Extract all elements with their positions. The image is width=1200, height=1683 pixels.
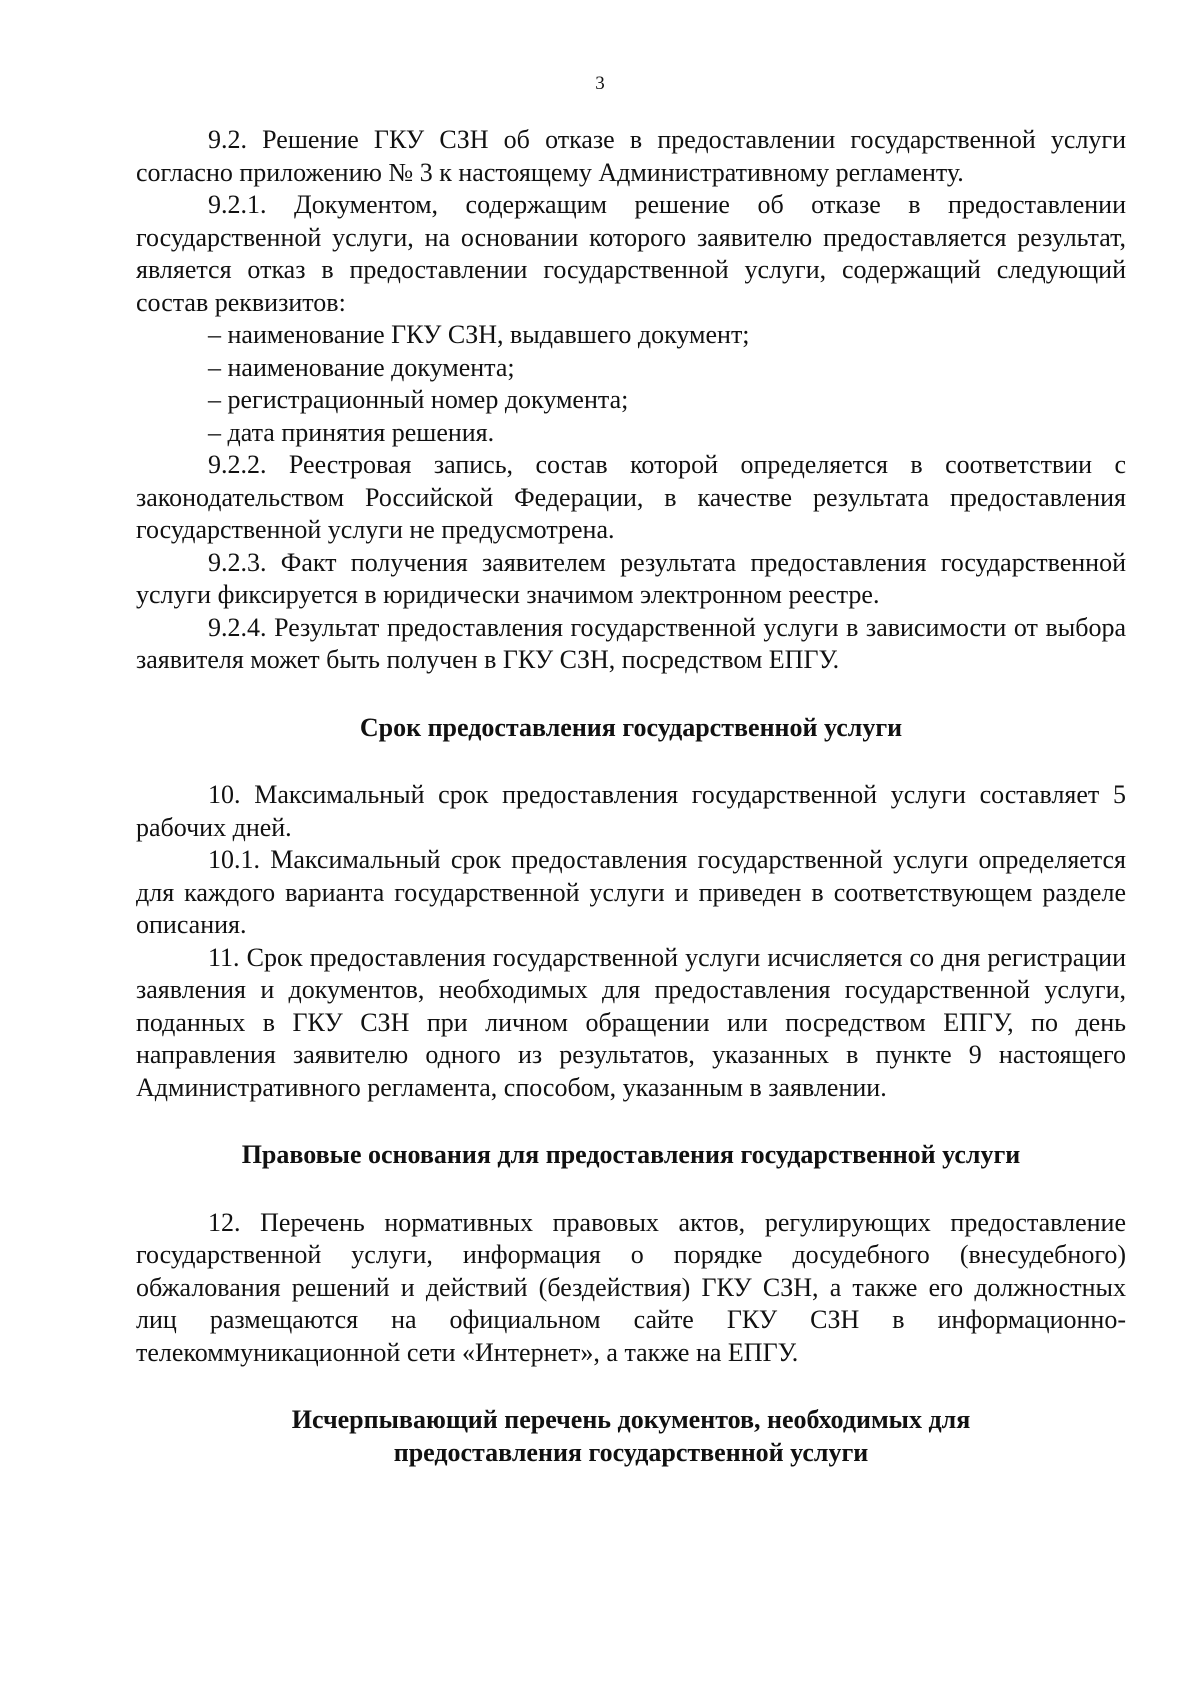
paragraph-9-2-1: 9.2.1. Документом, содержащим решение об отказе в предоставлении государственной услуги, на основании которого заявителю предоставляется результат, является отказ в предоставлении государственной услуги, содержащий следующий состав реквизитов: (136, 190, 1126, 317)
paragraph-9-2: 9.2. Решение ГКУ СЗН об отказе в предоставлении государственной услуги согласно приложению № 3 к настоящему Административному регламенту. (136, 125, 1126, 187)
paragraph-9-2-2: 9.2.2. Реестровая запись, состав которой определяется в соответствии с законодательством Российской Федерации, в качестве результата предоставления государственной услуги не предусмотрена. (136, 450, 1126, 544)
list-item-registration-number: – регистрационный номер документа; (208, 385, 629, 414)
paragraph-9-2-4: 9.2.4. Результат предоставления государственной услуги в зависимости от выбора заявителя может быть получен в ГКУ СЗН, посредством ЕПГУ. (136, 612, 1126, 674)
spacer (136, 677, 1126, 712)
section-heading-documents-line1: Исчерпывающий перечень документов, необходимых для (291, 1405, 971, 1434)
section-heading-legal: Правовые основания для предоставления государственной услуги (241, 1140, 1021, 1169)
list-item-document-name: – наименование документа; (208, 352, 515, 382)
paragraph-10: 10. Максимальный срок предоставления государственной услуги составляет 5 рабочих дней. (136, 780, 1126, 842)
paragraph-9-2-3: 9.2.3. Факт получения заявителем результата предоставления государственной услуги фиксируется в юридически значимом электронном реестре. (136, 547, 1126, 609)
list-item-issuer-name: – наименование ГКУ СЗН, выдавшего документ; (208, 320, 750, 349)
spacer (136, 1104, 1126, 1139)
list-item-decision-date: – дата принятия решения. (208, 417, 495, 447)
section-heading-documents-line2: предоставления государственной услуги (393, 1437, 869, 1467)
section-heading-term: Срок предоставления государственной услуги (359, 712, 903, 742)
spacer (136, 744, 1126, 779)
page-number: 3 (595, 73, 605, 94)
paragraph-11: 11. Срок предоставления государственной услуги исчисляется со дня регистрации заявления и документов, необходимых для предоставления государственной услуги, поданных в ГКУ СЗН при личном обращении или посредством ЕПГУ, по день направления заявителю одного из результатов, указанных в пункте 9 настоящего Административного регламента, способом, указанным в заявлении. (136, 942, 1126, 1102)
spacer (136, 1369, 1126, 1404)
paragraph-10-1: 10.1. Максимальный срок предоставления государственной услуги определяется для каждого варианта государственной услуги и приведен в соответствующем разделе описания. (136, 845, 1126, 939)
paragraph-12: 12. Перечень нормативных правовых актов, регулирующих предоставление государственной услуги, информация о порядке досудебного (внесудебного) обжалования решений и действий (бездействия) ГКУ СЗН, а также его должностных лиц размещаются на официальном сайте ГКУ СЗН в информационно-телекоммуникационной сети «Интернет», а также на ЕПГУ. (136, 1207, 1126, 1367)
document-body (136, 124, 1126, 1469)
spacer (136, 1172, 1126, 1207)
